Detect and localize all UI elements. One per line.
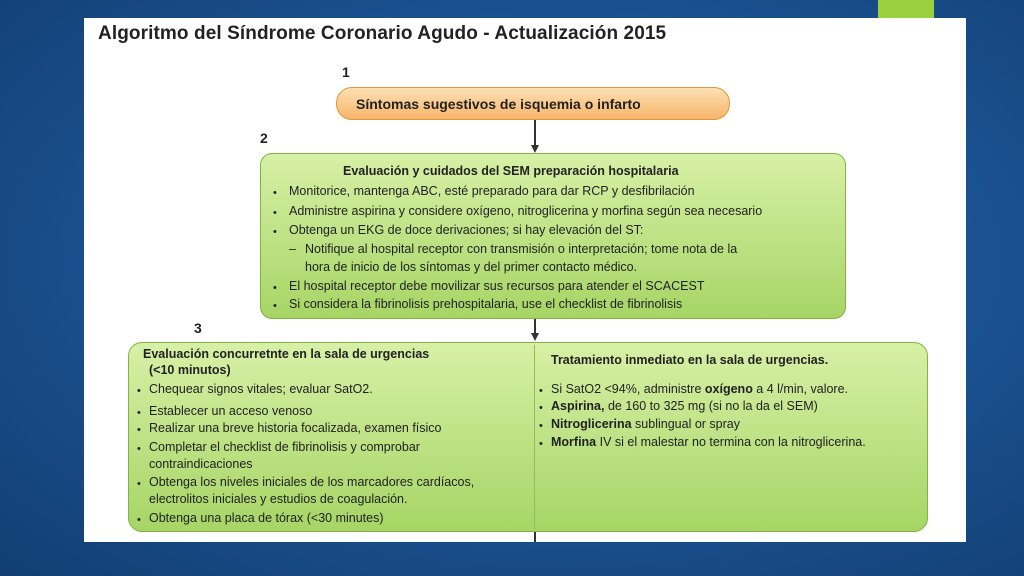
- sem-evaluation-box: [260, 153, 846, 319]
- concurrent-evaluation-heading: Evaluación concurretnte en la sala de urgencias: [143, 347, 430, 361]
- evaluation-item: Chequear signos vitales; evaluar SatO2.: [149, 382, 373, 396]
- algorithm-figure: [84, 18, 966, 542]
- bullet-icon: •: [539, 402, 543, 414]
- evaluation-item-continued: electrolitos iniciales y estudios de coagulación.: [149, 492, 408, 506]
- bullet-icon: •: [137, 514, 141, 526]
- step-number-1: 1: [342, 64, 350, 80]
- bullet-icon: •: [137, 385, 141, 397]
- bullet-icon: •: [539, 385, 543, 397]
- evaluation-item: Realizar una breve historia focalizada, examen físico: [149, 421, 442, 435]
- bullet-icon: •: [539, 420, 543, 432]
- emergency-room-box: [128, 342, 928, 532]
- connector-line-1: [534, 120, 536, 145]
- slide-accent-bar: [878, 0, 934, 18]
- bullet-icon: •: [137, 407, 141, 419]
- treatment-item-nitroglycerin: Nitroglicerina sublingual or spray: [551, 417, 740, 431]
- bullet-icon: •: [137, 424, 141, 436]
- arrow-down-icon: [531, 333, 539, 341]
- bullet-icon: •: [137, 478, 141, 490]
- column-divider: [534, 345, 535, 529]
- bullet-icon: •: [273, 207, 277, 219]
- treatment-item-oxygen: Si SatO2 <94%, administre oxígeno a 4 l/min, valore.: [551, 382, 849, 396]
- bullet-icon: •: [539, 438, 543, 450]
- evaluation-item: Establecer un acceso venoso: [149, 404, 313, 418]
- immediate-treatment-heading: Tratamiento inmediato en la sala de urgencias.: [551, 353, 829, 367]
- step-number-2: 2: [260, 130, 268, 146]
- concurrent-evaluation-time: (<10 minutos): [149, 363, 231, 377]
- evaluation-item: Obtenga los niveles iniciales de los marcadores cardíacos,: [149, 475, 475, 489]
- connector-line-3: [534, 532, 536, 542]
- bullet-icon: •: [273, 187, 277, 199]
- evaluation-item-continued: contraindicaciones: [149, 457, 253, 471]
- bullet-icon: •: [273, 300, 277, 312]
- bullet-icon: •: [273, 282, 277, 294]
- figure-title: Algoritmo del Síndrome Coronario Agudo - Actualización 2015: [98, 23, 667, 44]
- step-number-3: 3: [194, 320, 202, 336]
- sem-subitem-continued: hora de inicio de los síntomas y del primer contacto médico.: [305, 260, 638, 274]
- treatment-item-aspirin: Aspirina, de 160 to 325 mg (si no la da el SEM): [551, 399, 818, 413]
- sem-item: Monitorice, mantenga ABC, esté preparado para dar RCP y desfibrilación: [289, 184, 695, 198]
- arrow-down-icon: [531, 145, 539, 153]
- bullet-icon: •: [273, 226, 277, 238]
- dash-icon: –: [289, 242, 296, 256]
- symptoms-text: Síntomas sugestivos de isquemia o infarto: [356, 96, 641, 112]
- sem-subitem: Notifique al hospital receptor con transmisión o interpretación; tome nota de la: [305, 242, 738, 256]
- symptoms-box: [336, 87, 730, 120]
- evaluation-item: Completar el checklist de fibrinolisis y comprobar: [149, 440, 420, 454]
- treatment-item-morphine: Morfina IV si el malestar no termina con la nitroglicerina.: [551, 435, 866, 449]
- bullet-icon: •: [137, 443, 141, 455]
- sem-box-heading: Evaluación y cuidados del SEM preparación hospitalaria: [343, 164, 679, 178]
- sem-item: El hospital receptor debe movilizar sus recursos para atender el SCACEST: [289, 279, 705, 293]
- sem-item: Administre aspirina y considere oxígeno, nitroglicerina y morfina según sea necesario: [289, 204, 763, 218]
- sem-item: Si considera la fibrinolisis prehospitalaria, use el checklist de fibrinolisis: [289, 297, 683, 311]
- evaluation-item: Obtenga una placa de tórax (<30 minutes): [149, 511, 384, 525]
- sem-item: Obtenga un EKG de doce derivaciones; si hay elevación del ST:: [289, 223, 644, 237]
- connector-line-2: [534, 319, 536, 334]
